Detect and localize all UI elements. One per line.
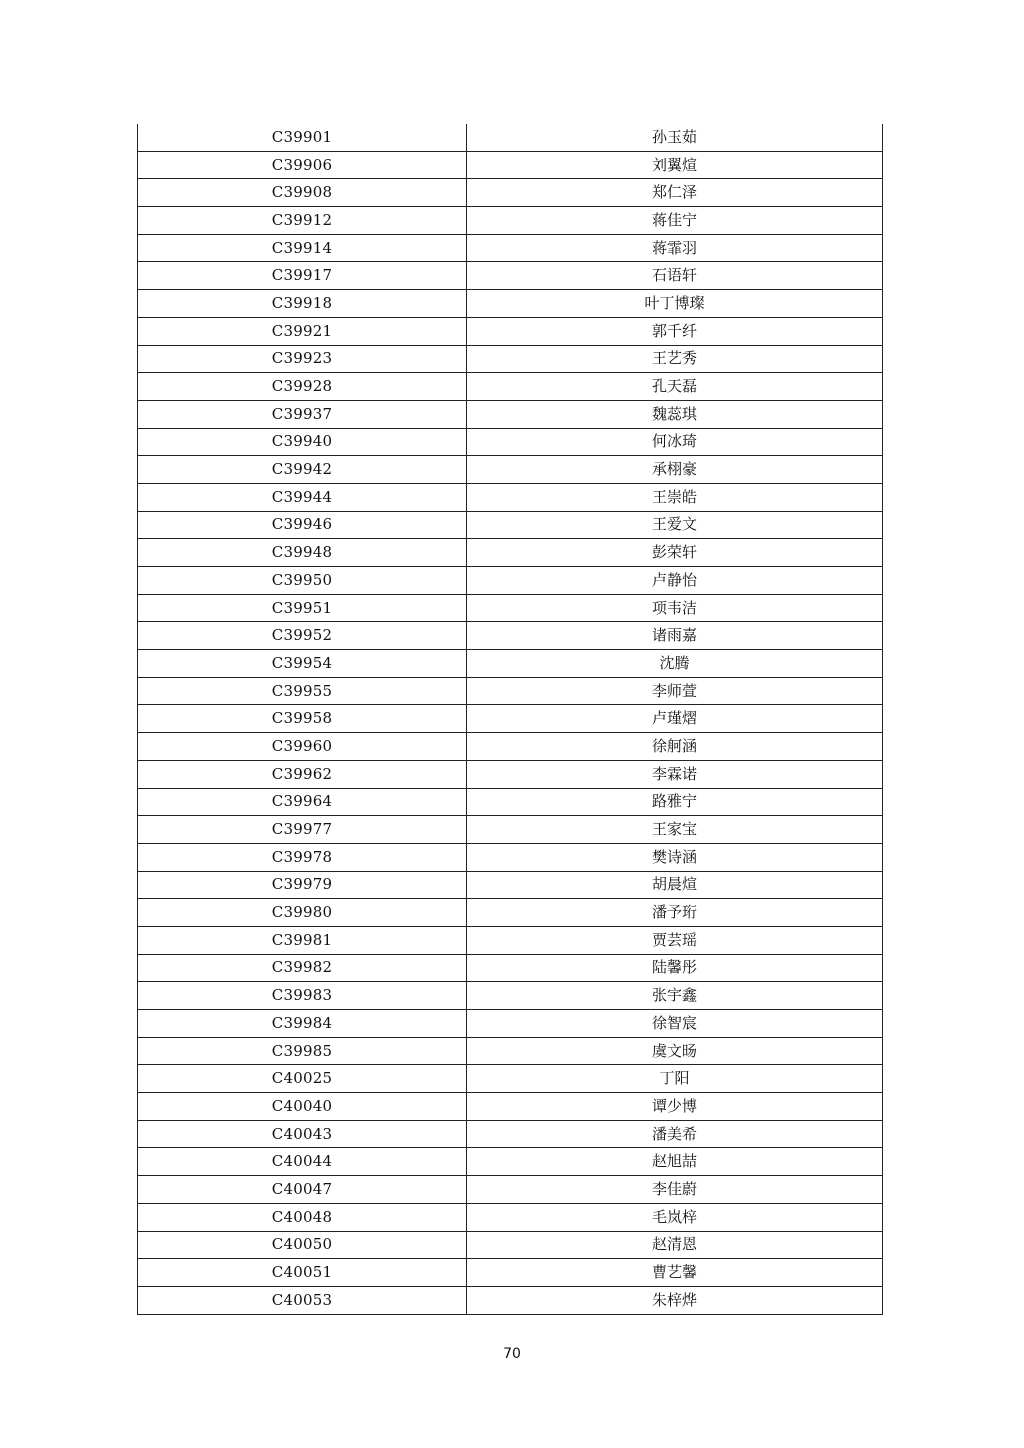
candidate-code: C40047 xyxy=(138,1176,467,1204)
candidate-code: C40048 xyxy=(138,1203,467,1231)
candidate-code: C40040 xyxy=(138,1093,467,1121)
table-row xyxy=(138,317,883,345)
candidate-code: C39901 xyxy=(138,124,467,151)
table-row xyxy=(138,650,883,678)
candidate-code: C39942 xyxy=(138,456,467,484)
candidate-name: 张宇鑫 xyxy=(467,982,883,1010)
table-row xyxy=(138,1065,883,1093)
candidate-code: C39962 xyxy=(138,760,467,788)
candidate-code: C39937 xyxy=(138,400,467,428)
candidate-code: C39983 xyxy=(138,982,467,1010)
table-row xyxy=(138,843,883,871)
table-row xyxy=(138,1037,883,1065)
candidate-name: 蒋佳宁 xyxy=(467,207,883,235)
candidate-name: 毛岚梓 xyxy=(467,1203,883,1231)
candidate-name: 李霖诺 xyxy=(467,760,883,788)
candidate-name: 刘翼煊 xyxy=(467,151,883,179)
candidate-code: C39918 xyxy=(138,290,467,318)
roster-table-body xyxy=(138,124,883,1314)
candidate-name: 诸雨嘉 xyxy=(467,622,883,650)
candidate-name: 徐舸涵 xyxy=(467,733,883,761)
candidate-code: C39979 xyxy=(138,871,467,899)
table-row xyxy=(138,483,883,511)
table-row xyxy=(138,539,883,567)
candidate-name: 孙玉茹 xyxy=(467,124,883,151)
table-row xyxy=(138,262,883,290)
table-row xyxy=(138,871,883,899)
table-row xyxy=(138,234,883,262)
table-row xyxy=(138,677,883,705)
candidate-code: C39940 xyxy=(138,428,467,456)
candidate-name: 潘美希 xyxy=(467,1120,883,1148)
candidate-name: 李佳蔚 xyxy=(467,1176,883,1204)
table-row xyxy=(138,788,883,816)
candidate-name: 魏蕊琪 xyxy=(467,400,883,428)
candidate-name: 曹艺馨 xyxy=(467,1259,883,1287)
candidate-code: C39982 xyxy=(138,954,467,982)
candidate-code: C39964 xyxy=(138,788,467,816)
candidate-code: C40050 xyxy=(138,1231,467,1259)
table-row xyxy=(138,594,883,622)
candidate-code: C39977 xyxy=(138,816,467,844)
candidate-name: 郑仁泽 xyxy=(467,179,883,207)
candidate-name: 樊诗涵 xyxy=(467,843,883,871)
table-row xyxy=(138,567,883,595)
candidate-code: C40053 xyxy=(138,1286,467,1314)
candidate-code: C39944 xyxy=(138,483,467,511)
candidate-name: 贾芸瑶 xyxy=(467,926,883,954)
table-row xyxy=(138,373,883,401)
table-row xyxy=(138,926,883,954)
candidate-name: 王家宝 xyxy=(467,816,883,844)
candidate-name: 蒋霏羽 xyxy=(467,234,883,262)
candidate-name: 叶丁博璨 xyxy=(467,290,883,318)
table-row xyxy=(138,428,883,456)
candidate-name: 石语轩 xyxy=(467,262,883,290)
table-row xyxy=(138,511,883,539)
candidate-name: 谭少博 xyxy=(467,1093,883,1121)
candidate-code: C39921 xyxy=(138,317,467,345)
candidate-code: C39981 xyxy=(138,926,467,954)
candidate-name: 承栩豪 xyxy=(467,456,883,484)
table-row xyxy=(138,179,883,207)
candidate-name: 朱梓烨 xyxy=(467,1286,883,1314)
table-row xyxy=(138,1231,883,1259)
candidate-name: 徐智宸 xyxy=(467,1010,883,1038)
candidate-code: C39954 xyxy=(138,650,467,678)
candidate-code: C39951 xyxy=(138,594,467,622)
candidate-code: C39917 xyxy=(138,262,467,290)
table-row xyxy=(138,345,883,373)
table-row xyxy=(138,1010,883,1038)
candidate-code: C39985 xyxy=(138,1037,467,1065)
table-row xyxy=(138,1259,883,1287)
candidate-code: C39908 xyxy=(138,179,467,207)
table-row xyxy=(138,1120,883,1148)
table-row xyxy=(138,207,883,235)
table-row xyxy=(138,760,883,788)
candidate-code: C39960 xyxy=(138,733,467,761)
table-row xyxy=(138,1093,883,1121)
candidate-name: 王爱文 xyxy=(467,511,883,539)
candidate-name: 郭千纤 xyxy=(467,317,883,345)
roster-table xyxy=(137,124,883,1315)
candidate-name: 赵旭喆 xyxy=(467,1148,883,1176)
table-row xyxy=(138,982,883,1010)
candidate-code: C39948 xyxy=(138,539,467,567)
candidate-code: C39980 xyxy=(138,899,467,927)
candidate-name: 陆馨彤 xyxy=(467,954,883,982)
candidate-code: C40051 xyxy=(138,1259,467,1287)
candidate-name: 彭荣轩 xyxy=(467,539,883,567)
table-row xyxy=(138,733,883,761)
candidate-code: C39928 xyxy=(138,373,467,401)
candidate-code: C40043 xyxy=(138,1120,467,1148)
candidate-code: C39914 xyxy=(138,234,467,262)
table-row xyxy=(138,290,883,318)
candidate-name: 孔天磊 xyxy=(467,373,883,401)
candidate-name: 沈腾 xyxy=(467,650,883,678)
table-row xyxy=(138,1203,883,1231)
candidate-name: 丁阳 xyxy=(467,1065,883,1093)
candidate-code: C39955 xyxy=(138,677,467,705)
candidate-name: 卢静怡 xyxy=(467,567,883,595)
candidate-name: 赵清恩 xyxy=(467,1231,883,1259)
table-row xyxy=(138,705,883,733)
candidate-code: C39952 xyxy=(138,622,467,650)
candidate-code: C39906 xyxy=(138,151,467,179)
page-number: 70 xyxy=(503,1346,521,1362)
candidate-name: 潘予珩 xyxy=(467,899,883,927)
table-row xyxy=(138,124,883,151)
candidate-name: 路雅宁 xyxy=(467,788,883,816)
table-row xyxy=(138,899,883,927)
table-row xyxy=(138,1286,883,1314)
candidate-code: C40044 xyxy=(138,1148,467,1176)
candidate-name: 卢瑾熠 xyxy=(467,705,883,733)
candidate-code: C39978 xyxy=(138,843,467,871)
table-row xyxy=(138,151,883,179)
table-row xyxy=(138,1148,883,1176)
table-row xyxy=(138,816,883,844)
candidate-name: 李师萱 xyxy=(467,677,883,705)
table-row xyxy=(138,400,883,428)
candidate-code: C40025 xyxy=(138,1065,467,1093)
roster-table-container xyxy=(137,124,882,1315)
table-row xyxy=(138,456,883,484)
candidate-code: C39984 xyxy=(138,1010,467,1038)
candidate-code: C39950 xyxy=(138,567,467,595)
candidate-name: 胡晨煊 xyxy=(467,871,883,899)
candidate-name: 虞文旸 xyxy=(467,1037,883,1065)
candidate-code: C39958 xyxy=(138,705,467,733)
candidate-code: C39923 xyxy=(138,345,467,373)
table-row xyxy=(138,622,883,650)
table-row xyxy=(138,954,883,982)
candidate-code: C39912 xyxy=(138,207,467,235)
table-row xyxy=(138,1176,883,1204)
candidate-name: 项韦洁 xyxy=(467,594,883,622)
candidate-name: 王艺秀 xyxy=(467,345,883,373)
candidate-code: C39946 xyxy=(138,511,467,539)
candidate-name: 王崇皓 xyxy=(467,483,883,511)
candidate-name: 何冰琦 xyxy=(467,428,883,456)
